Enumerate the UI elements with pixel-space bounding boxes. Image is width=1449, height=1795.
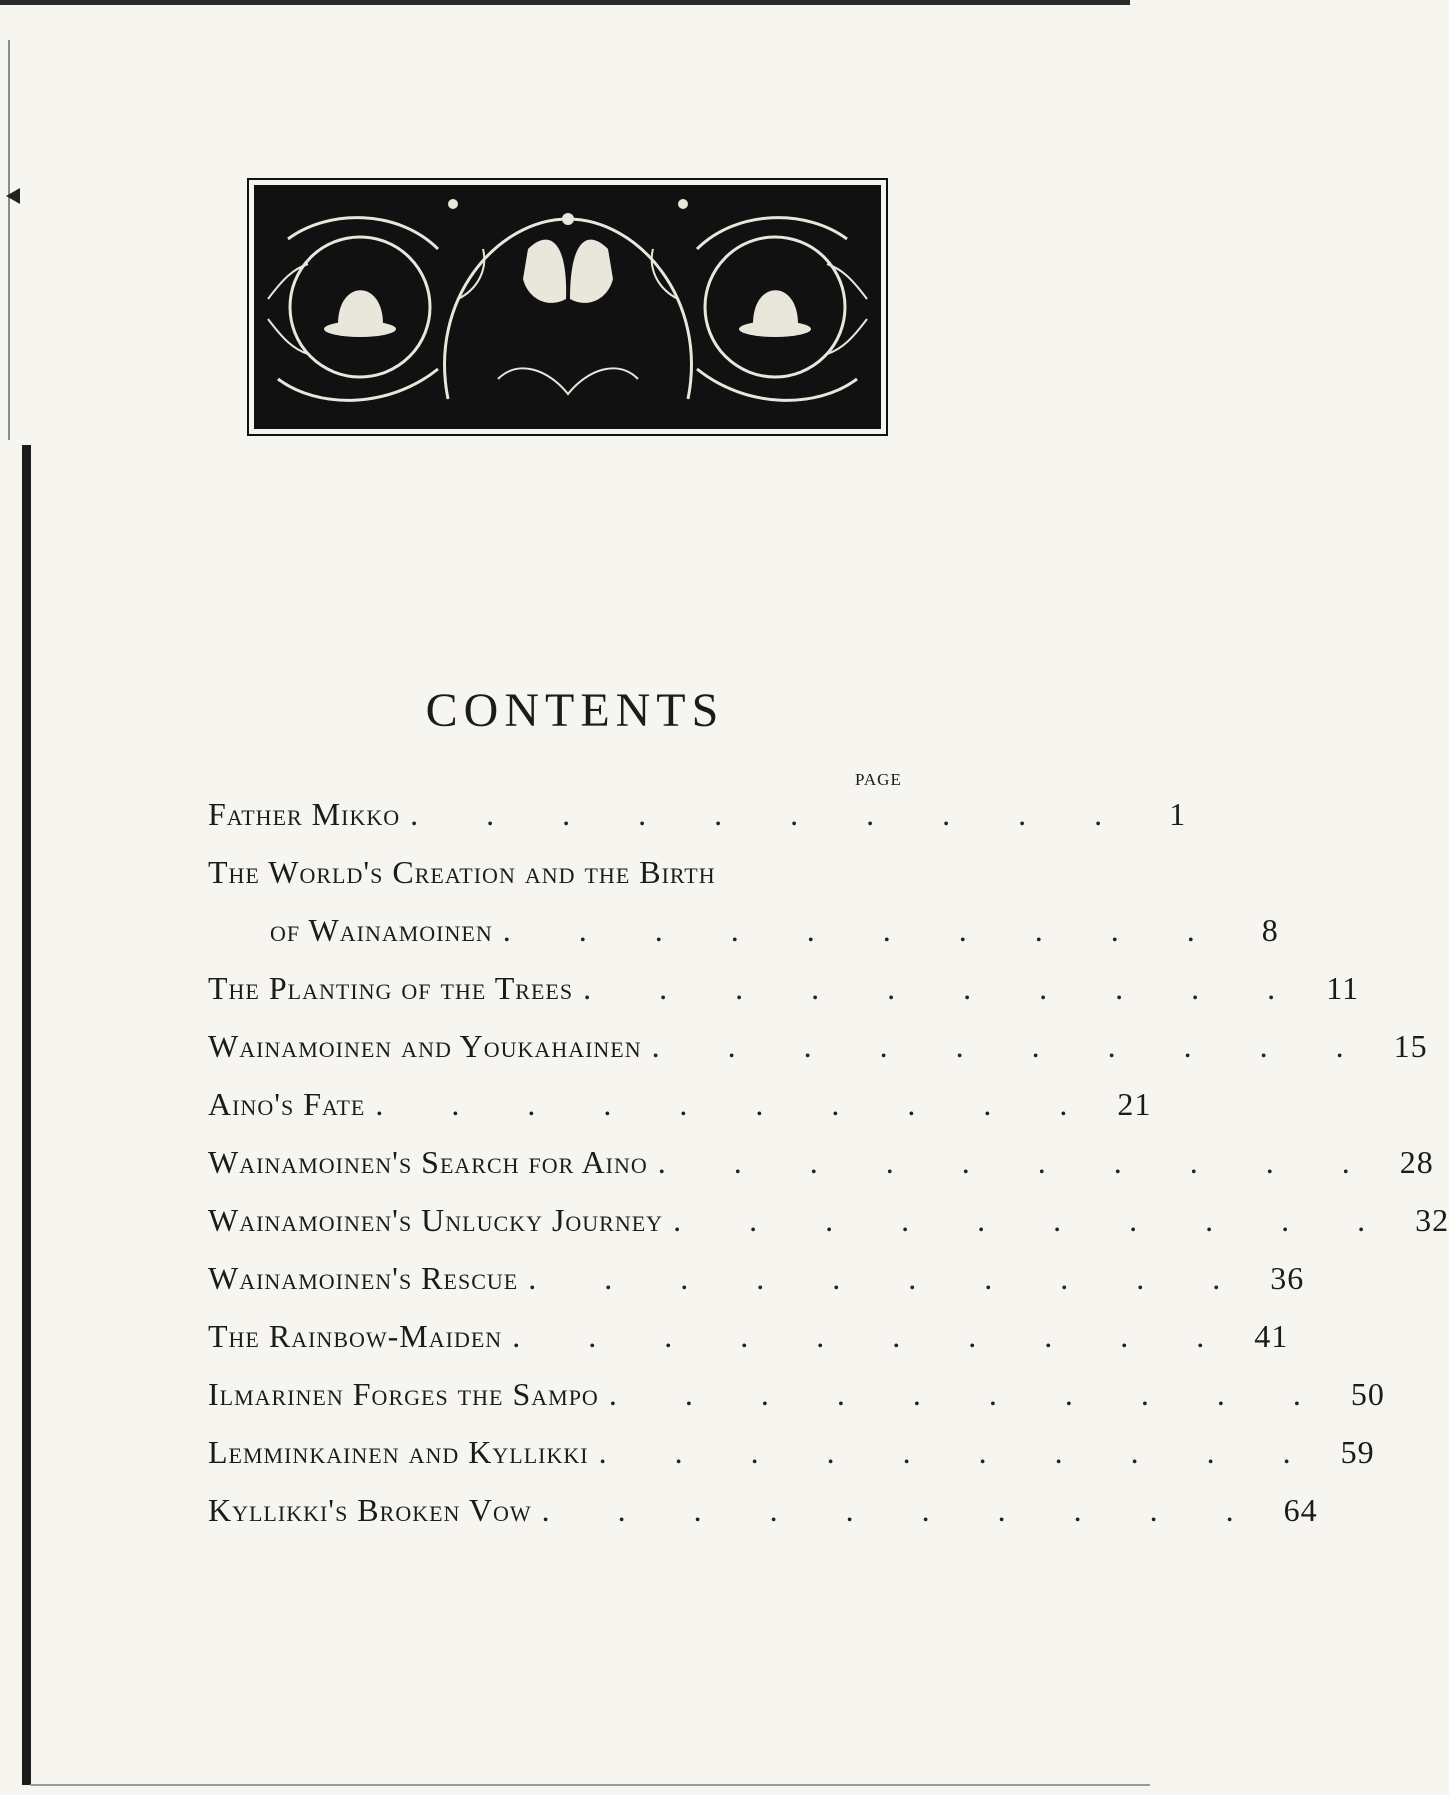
toc-leader-dots: . . . . . . . . . . xyxy=(608,1376,1331,1412)
toc-entry xyxy=(208,854,915,912)
toc-entry xyxy=(208,1260,1305,1318)
floral-scroll-headpiece-icon xyxy=(248,179,887,435)
gutter-mark xyxy=(6,188,20,204)
toc-leader-dots: . . . . . . . . . . xyxy=(375,1086,1098,1122)
toc-entry-page: 59 xyxy=(1340,1434,1375,1470)
toc-entry-page: 32 xyxy=(1415,1202,1449,1238)
toc-entry-page: 64 xyxy=(1283,1492,1318,1528)
top-rule xyxy=(0,0,1130,5)
toc-entry xyxy=(208,1028,1428,1086)
toc-leader-dots: . . . . . . . . . . xyxy=(410,796,1133,832)
toc-entry-page: 15 xyxy=(1393,1028,1428,1064)
toc-entry-title: The World's Creation and the Birth xyxy=(208,854,716,890)
toc-entry-title: Wainamoinen and Youkahainen xyxy=(208,1028,642,1064)
toc-entry-title: Lemminkainen and Kyllikki xyxy=(208,1434,589,1470)
toc-entry-title: Father Mikko xyxy=(208,796,401,832)
toc-entry xyxy=(208,1202,1449,1260)
toc-leader-dots: . . . . . . . . . . xyxy=(583,970,1306,1006)
toc-entry xyxy=(208,1318,1289,1376)
toc-entry-title: Kyllikki's Broken Vow xyxy=(208,1492,532,1528)
gutter-shadow xyxy=(8,40,10,440)
toc-entry xyxy=(208,1434,1375,1492)
page-title: CONTENTS xyxy=(425,684,725,737)
toc-leader-dots: . . . . . . . . . . xyxy=(502,912,1225,948)
toc-entry-title: Aino's Fate xyxy=(208,1086,366,1122)
toc-entry-page: 21 xyxy=(1117,1086,1152,1122)
toc-entry xyxy=(208,912,1279,970)
toc-entry-title: The Rainbow-Maiden xyxy=(208,1318,503,1354)
toc-entry-page: 1 xyxy=(1169,796,1187,832)
toc-leader-dots: . . . . . . . . . . xyxy=(512,1318,1235,1354)
toc-entry-title: Wainamoinen's Rescue xyxy=(208,1260,519,1296)
toc-leader-dots: . . . . . . . . . . xyxy=(541,1492,1264,1528)
toc-leader-dots: . . . . . . . . . . xyxy=(598,1434,1321,1470)
toc-entry xyxy=(208,970,1360,1028)
page-column-heading: PAGE xyxy=(855,770,902,789)
toc-leader-dots: . . . . . . . . . . xyxy=(657,1144,1380,1180)
toc-entry xyxy=(208,796,1187,854)
bottom-rule xyxy=(30,1784,1150,1786)
toc-leader-dots: . . . . . . . . . . xyxy=(673,1202,1396,1238)
binding-gutter xyxy=(22,445,31,1785)
toc-entry-page: 8 xyxy=(1261,912,1279,948)
toc-entry-title: of Wainamoinen xyxy=(270,912,493,948)
toc-entry-title: The Planting of the Trees xyxy=(208,970,574,1006)
toc-entry-page: 28 xyxy=(1399,1144,1434,1180)
toc-entry-page: 41 xyxy=(1254,1318,1289,1354)
toc-entry xyxy=(208,1492,1318,1550)
toc-entry-title: Wainamoinen's Search for Aino xyxy=(208,1144,648,1180)
table-of-contents xyxy=(208,796,1449,1550)
toc-leader-dots: . . . . . . . . . . xyxy=(651,1028,1374,1064)
toc-entry-title: Wainamoinen's Unlucky Journey xyxy=(208,1202,664,1238)
toc-entry-page: 36 xyxy=(1270,1260,1305,1296)
toc-entry xyxy=(208,1086,1152,1144)
toc-entry-title: Ilmarinen Forges the Sampo xyxy=(208,1376,599,1412)
toc-entry xyxy=(208,1144,1434,1202)
toc-entry-page: 11 xyxy=(1326,970,1360,1006)
toc-entry xyxy=(208,1376,1385,1434)
toc-entry-page: 50 xyxy=(1350,1376,1385,1412)
toc-leader-dots: . . . . . . . . . . xyxy=(528,1260,1251,1296)
